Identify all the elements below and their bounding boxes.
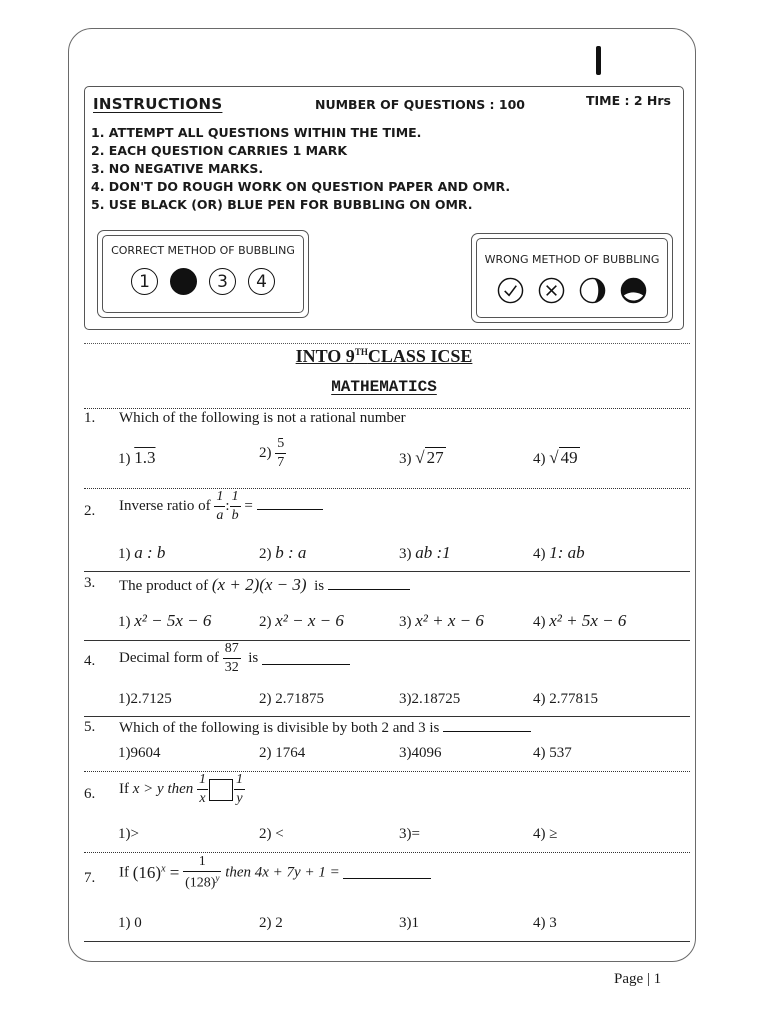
option-2: 2) $\frac{5}{7}$	[259, 436, 285, 470]
divider	[84, 571, 690, 572]
page-marker	[596, 46, 601, 75]
question-text: Which of the following is divisible by both 2 and 3 is	[119, 719, 531, 737]
option-4: 4) √ 49	[533, 448, 578, 467]
option-1: 1)>	[118, 826, 139, 842]
section-divider	[84, 343, 690, 344]
option-2: 2) x² − x − 6	[259, 611, 344, 630]
answer-box	[209, 779, 233, 801]
divider	[84, 852, 690, 853]
option-4: 4) x² + 5x − 6	[533, 611, 627, 630]
bubble-option-4: 4	[248, 268, 275, 295]
question-text: Which of the following is not a rational number	[119, 410, 406, 426]
option-3: 3)1	[399, 915, 419, 931]
instruction-item: 5. USE BLACK (OR) BLUE PEN FOR BUBBLING ON OMR.	[91, 197, 473, 212]
bubble-option-3: 3	[209, 268, 236, 295]
option-1: 1) 0	[118, 915, 142, 931]
wrong-bubbling-caption: WRONG METHOD OF BUBBLING	[484, 253, 660, 266]
option-1: 1)9604	[118, 745, 161, 761]
question-number: 4.	[84, 653, 96, 669]
bubble-option-1: 1	[131, 268, 158, 295]
question-number: 2.	[84, 503, 96, 519]
instructions-list	[91, 124, 510, 214]
instruction-item: 2. EACH QUESTION CARRIES 1 MARK	[91, 143, 348, 158]
partially-filled-icon	[620, 277, 647, 304]
divider	[84, 716, 690, 717]
question-text: Inverse ratio of $\frac{1}{a}$ : $\frac{1}{b}$ =	[119, 490, 323, 523]
cross-mark-icon	[538, 277, 565, 304]
correct-bubbling-caption: CORRECT METHOD OF BUBBLING	[111, 244, 295, 257]
check-mark-icon	[497, 277, 524, 304]
option-2: 2) b : a	[259, 543, 307, 562]
option-3: 3) √ 27	[399, 448, 444, 467]
half-filled-icon	[579, 277, 606, 304]
wrong-bubbling-box	[471, 233, 673, 323]
instruction-item: 4. DON'T DO ROUGH WORK ON QUESTION PAPER AND OMR.	[91, 179, 511, 194]
correct-bubbling-box	[97, 230, 309, 318]
instruction-item: 1. ATTEMPT ALL QUESTIONS WITHIN THE TIME.	[91, 125, 422, 140]
question-number: 3.	[84, 575, 96, 591]
option-2: 2) 2	[259, 915, 283, 931]
option-2: 2) 2.71875	[259, 691, 324, 707]
option-1: 1)2.7125	[118, 691, 172, 707]
divider	[84, 488, 690, 489]
option-2: 2) <	[259, 826, 284, 842]
question-number: 7.	[84, 870, 96, 886]
divider	[84, 640, 690, 641]
question-text: Decimal form of $\frac{87}{32}$ is	[119, 642, 350, 675]
option-4: 4) 1: ab	[533, 543, 585, 562]
question-number: 1.	[84, 410, 96, 426]
divider	[84, 408, 690, 409]
question-text: The product of (x + 2)(x − 3) is	[119, 575, 410, 595]
subject-title: MATHEMATICS	[331, 378, 437, 396]
option-1: 1) 1.3	[118, 448, 156, 467]
option-4: 4) 3	[533, 915, 557, 931]
option-3: 3)4096	[399, 745, 442, 761]
instructions-title: INSTRUCTIONS	[93, 95, 223, 113]
question-number: 5.	[84, 719, 96, 735]
bubble-filled	[170, 268, 197, 295]
option-2: 2) 1764	[259, 745, 306, 761]
option-3: 3) ab :1	[399, 543, 451, 562]
time-limit: TIME : 2 Hrs	[586, 93, 671, 108]
option-3: 3)2.18725	[399, 691, 461, 707]
question-number: 6.	[84, 786, 96, 802]
question-text: If x > y then $\frac{1}{x}$ $\frac{1}{y}$	[119, 772, 244, 806]
option-4: 4) 2.77815	[533, 691, 598, 707]
instructions-box	[84, 86, 684, 330]
class-heading: INTO 9THCLASS ICSE	[295, 346, 473, 366]
question-text: If $(16)^x$ = $\frac{1}{(128)^y}$ then 4x + 7y + 1 =	[119, 855, 431, 891]
instruction-item: 3. NO NEGATIVE MARKS.	[91, 161, 264, 176]
number-of-questions: NUMBER OF QUESTIONS : 100	[315, 97, 525, 112]
option-1: 1) x² − 5x − 6	[118, 611, 212, 630]
page-number: Page | 1	[614, 971, 662, 987]
option-3: 3) x² + x − 6	[399, 611, 484, 630]
option-4: 4) ≥	[533, 826, 558, 842]
divider	[84, 771, 690, 772]
option-1: 1) a : b	[118, 543, 166, 562]
option-3: 3)=	[399, 826, 420, 842]
option-4: 4) 537	[533, 745, 572, 761]
divider	[84, 941, 690, 942]
